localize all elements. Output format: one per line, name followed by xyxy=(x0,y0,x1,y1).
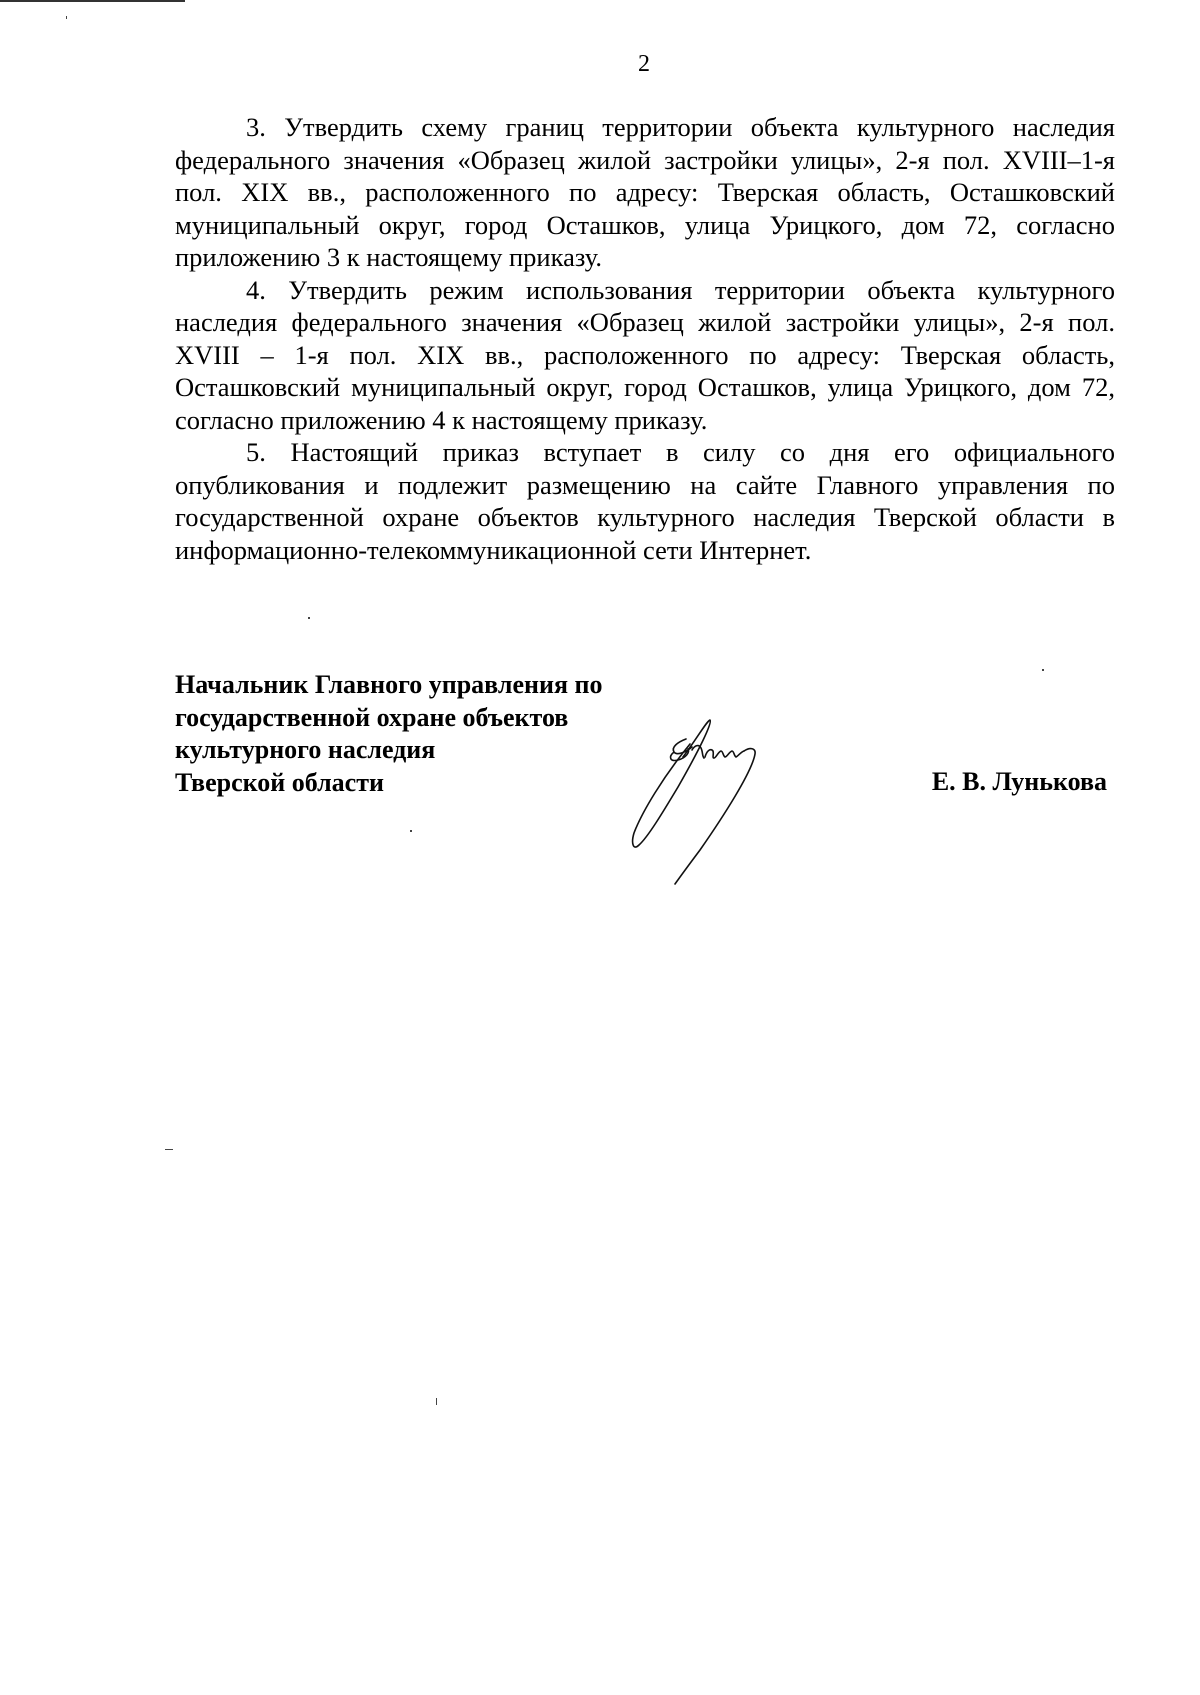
position-line: культурного наследия xyxy=(175,735,436,764)
scan-speck xyxy=(308,617,310,619)
signatory-position xyxy=(175,669,603,799)
paragraph-item-4: 4. Утвердить режим использования территории объекта культурного наследия федерального значения «Образец жилой застройки улицы», 2-я пол. XVIII – 1-я пол. XIX вв., расположенного по адресу: Тверская область, Осташковский муниципальный округ, город Осташков, улица Урицкого, дом 72, согласно приложению 4 к настоящему приказу. xyxy=(175,274,1115,435)
scan-speck xyxy=(436,1398,437,1405)
scan-speck xyxy=(66,16,67,19)
scan-speck xyxy=(1042,669,1044,671)
signer-name: Е. В. Лунькова xyxy=(931,767,1107,796)
scan-speck xyxy=(165,1149,173,1150)
paragraph-item-3: 3. Утвердить схему границ территории объекта культурного наследия федерального значения «Образец жилой застройки улицы», 2-я пол. XVIII–1-я пол. XIX вв., расположенного по адресу: Тверская область, Осташковский муниципальный округ, город Осташков, улица Урицкого, дом 72, согласно приложению 3 к настоящему приказу. xyxy=(175,112,1115,272)
position-line: Начальник Главного управления по xyxy=(175,670,603,699)
position-line: государственной охране объектов xyxy=(175,702,569,732)
scan-speck xyxy=(410,830,412,832)
document-body xyxy=(175,111,1115,566)
position-line: Тверской области xyxy=(175,767,384,797)
scan-edge-line xyxy=(0,0,185,2)
paragraph-item-5: 5. Настоящий приказ вступает в силу со дня его официального опубликования и подлежит размещению на сайте Главного управления по государственной охране объектов культурного наследия Тверской области в информационно-телекоммуникационной сети Интернет. xyxy=(175,437,1115,565)
page-number: 2 xyxy=(638,51,650,77)
handwritten-signature xyxy=(628,712,828,892)
